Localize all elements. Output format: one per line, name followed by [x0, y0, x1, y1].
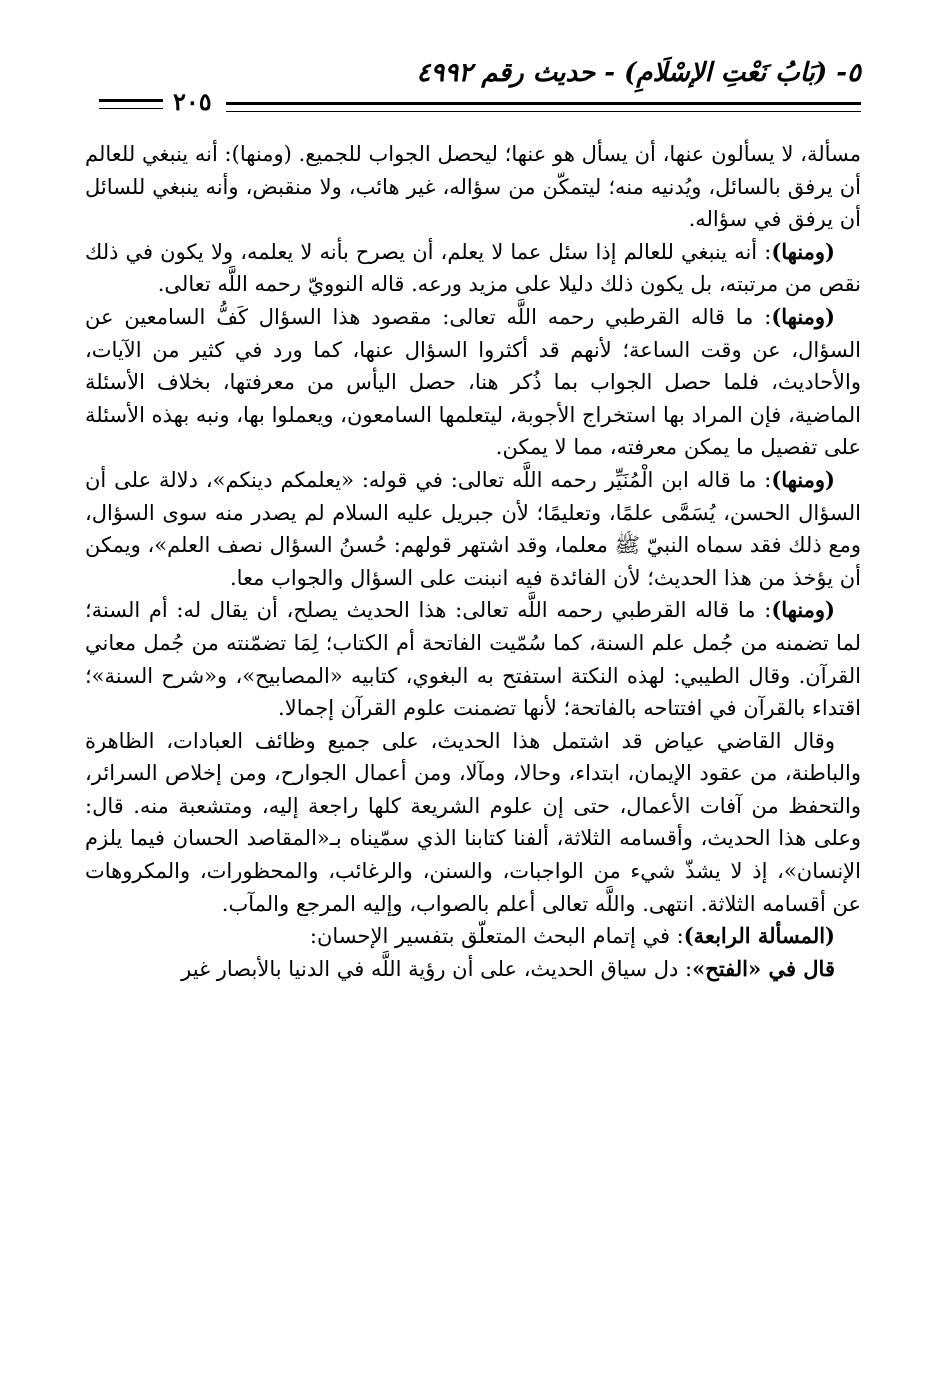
page-header: [85, 58, 861, 114]
paragraph-text: : ما قاله القرطبي رحمه اللَّه تعالى: هذا الحديث يصلح، أن يقال له: أم السنة؛ لما تضمنه من جُمل علم السنة، كما سُمّيت الفاتحة أم الكتاب؛ لِمَا تضمّنته من جُمل معاني القرآن. وقال الطيبي: لهذه النكتة استفتح به البغوي، كتابيه «المصابيح»، و«شرح السنة»؛ اقتداء بالقرآن في افتتاحه بالفاتحة؛ لأنها تضمنت علوم القرآن إجمالا.: [85, 598, 861, 721]
paragraph-4: [85, 464, 861, 594]
paragraph-2: [85, 236, 861, 301]
paragraph-text: مسألة، لا يسألون عنها، أن يسأل هو عنها؛ ليحصل الجواب للجميع. (ومنها): أنه ينبغي للعالم أن يرفق بالسائل، ويُدنيه منه؛ ليتمكّن من سؤاله، غير هائب، ولا منقبض، وأنه ينبغي للسائل أن يرفق في سؤاله.: [85, 142, 861, 232]
section-heading-4: [85, 920, 861, 953]
paragraph-text: : ما قاله القرطبي رحمه اللَّه تعالى: مقصود هذا السؤال كَفُّ السامعين عن السؤال، عن وقت الساعة؛ لأنهم قد أكثروا السؤال عنها، كما ورد في كثير من الآيات، والأحاديث، فلما حصل الجواب بما ذُكر هنا، حصل اليأس من معرفتها، بخلاف الأسئلة الماضية، فإن المراد بها استخراج الأجوبة، ليتعلمها السامعون، ويعملوا بها، ونبه بهذه الأسئلة على تفصيل ما يمكن معرفته، مما لا يمكن.: [85, 304, 861, 460]
page-number: ٢٠٥: [173, 87, 212, 116]
section-label: (المسألة الرابعة): [683, 923, 835, 949]
paragraph-label: (ومنها): [771, 238, 835, 264]
paragraph-label: (ومنها): [771, 466, 835, 492]
paragraph-text: : ما قاله ابن الْمُنَيِّر رحمه اللَّه تعالى: في قوله: «يعلمكم دينكم»، دلالة على أن السؤال الحسن، يُسَمَّى علمًا، وتعليمًا؛ لأن جبريل عليه السلام لم يصدر منه سوى السؤال، ومع ذلك فقد سماه النبيّ ﷺ معلما، وقد اشتهر قولهم: حُسنُ السؤال نصف العلم»، ويمكن أن يؤخذ من هذا الحديث؛ لأن الفائدة فيه انبنت على السؤال والجواب معا.: [85, 467, 861, 590]
paragraph-label: (ومنها): [771, 303, 835, 329]
body-text: [85, 138, 861, 985]
page-number-block: [85, 84, 226, 120]
paragraph-text: : أنه ينبغي للعالم إذا سئل عما لا يعلم، أن يصرح بأنه لا يعلمه، ولا يكون في ذلك نقص من مرتبته، بل يكون ذلك دليلا على مزيد ورعه. قاله النوويّ رحمه اللَّه تعالى.: [85, 239, 861, 297]
paragraph-label: (ومنها): [771, 597, 835, 623]
running-title: ٥- (بَابُ نَعْتِ الإسْلَامِ) - حديث رقم ٤٩٩٢: [416, 58, 861, 88]
paragraph-5: [85, 594, 861, 724]
paragraph-1: [85, 138, 861, 236]
paragraph-3: [85, 301, 861, 464]
paragraph-text: : دل سياق الحديث، على أن رؤية اللَّه في الدنيا بالأبصار غير: [181, 956, 693, 981]
page-number-rule: [99, 99, 163, 109]
paragraph-text: وقال القاضي عياض قد اشتمل هذا الحديث، على جميع وظائف العبادات، الظاهرة والباطنة، من عقود الإيمان، ابتداء، وحالا، ومآلا، ومن أعمال الجوارح، ومن إخلاص السرائر، والتحفظ من آفات الأعمال، حتى إن علوم الشريعة كلها راجعة إليه، ومتشعبة منه. قال: وعلى هذا الحديث، وأقسامه الثلاثة، ألفنا كتابنا الذي سمّيناه بـ«المقاصد الحسان فيما يلزم الإنسان»، إذ لا يشذّ شيء من الواجبات، والسنن، والرغائب، والمحظورات، والمكروهات عن أقسامه الثلاثة. انتهى. واللَّه تعالى أعلم بالصواب، وإليه المرجع والمآب.: [85, 728, 861, 916]
paragraph-7: [85, 953, 861, 986]
section-text: : في إتمام البحث المتعلّق بتفسير الإحسان:: [309, 924, 684, 949]
paragraph-6: [85, 725, 861, 921]
paragraph-label: قال في «الفتح»: [692, 955, 835, 981]
